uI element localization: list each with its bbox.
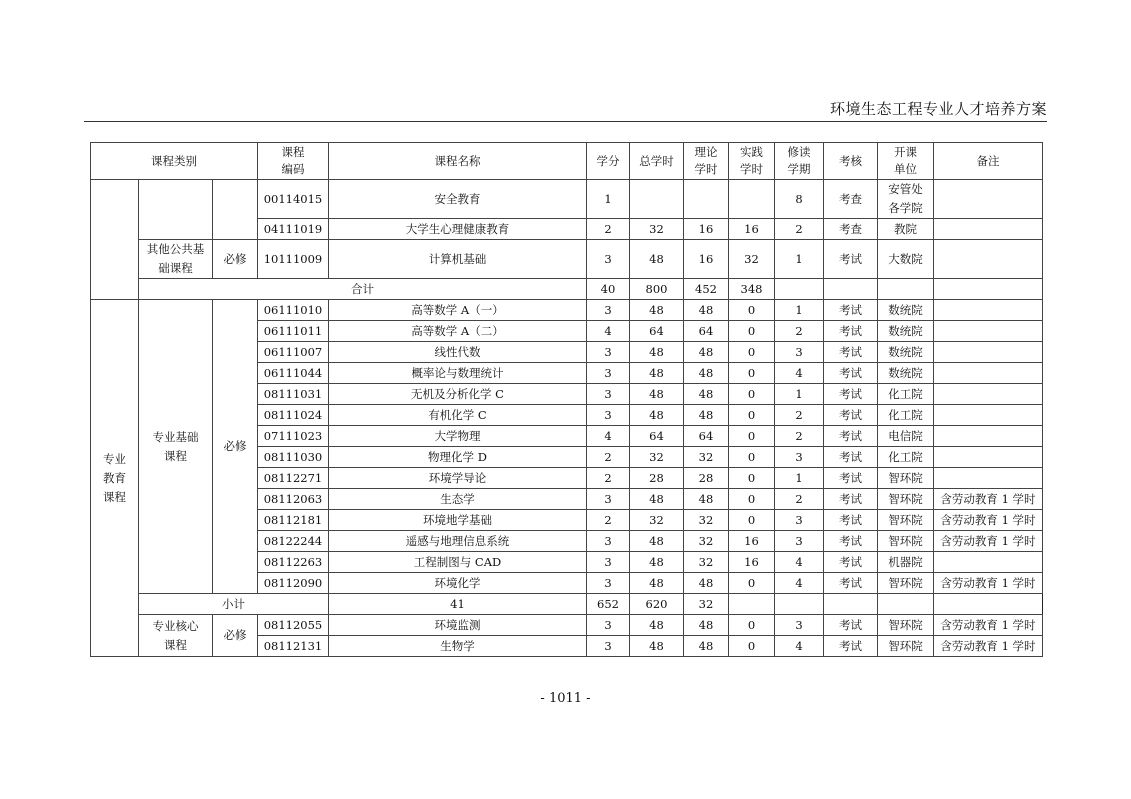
- total-hours-cell: 48: [630, 240, 684, 279]
- course-name-cell: 线性代数: [329, 342, 587, 363]
- dept-cell: 智环院: [878, 468, 934, 489]
- assessment-cell: 考试: [824, 615, 878, 636]
- note-cell: [934, 240, 1043, 279]
- note-cell: [934, 405, 1043, 426]
- course-code-cell: 06111011: [258, 321, 329, 342]
- theory-hours-cell: 48: [684, 636, 729, 657]
- subtotal-empty-cell: [775, 594, 824, 615]
- dept-cell: 教院: [878, 219, 934, 240]
- note-cell: 含劳动教育 1 学时: [934, 531, 1043, 552]
- theory-hours-cell: 48: [684, 342, 729, 363]
- semester-cell: 1: [775, 468, 824, 489]
- total-credits: 40: [587, 279, 630, 300]
- credits-cell: 3: [587, 300, 630, 321]
- dept-cell: 智环院: [878, 510, 934, 531]
- course-name-cell: 环境监测: [329, 615, 587, 636]
- header-dept: 开课单位: [878, 143, 934, 180]
- credits-cell: 3: [587, 489, 630, 510]
- total-empty-cell: [824, 279, 878, 300]
- group-prof-core: 专业核心课程: [139, 615, 213, 657]
- semester-cell: 1: [775, 384, 824, 405]
- credits-cell: 4: [587, 321, 630, 342]
- theory-hours-cell: 48: [684, 615, 729, 636]
- practice-hours-cell: 0: [729, 426, 775, 447]
- course-name-cell: 高等数学 A（二）: [329, 321, 587, 342]
- course-name-cell: 遥感与地理信息系统: [329, 531, 587, 552]
- practice-hours-cell: 32: [729, 240, 775, 279]
- theory-hours-cell: 16: [684, 219, 729, 240]
- assessment-cell: 考试: [824, 531, 878, 552]
- course-name-cell: 环境学导论: [329, 468, 587, 489]
- table-body: [91, 180, 1043, 657]
- credits-cell: 3: [587, 615, 630, 636]
- theory-hours-cell: 48: [684, 573, 729, 594]
- semester-cell: 3: [775, 447, 824, 468]
- semester-cell: 1: [775, 240, 824, 279]
- total-hours-cell: 48: [630, 363, 684, 384]
- practice-hours-cell: 0: [729, 300, 775, 321]
- credits-cell: 4: [587, 426, 630, 447]
- semester-cell: 3: [775, 531, 824, 552]
- semester-cell: 2: [775, 489, 824, 510]
- note-cell: [934, 219, 1043, 240]
- total-empty-cell: [775, 279, 824, 300]
- total-hours-cell: [630, 180, 684, 219]
- course-code-cell: 08112063: [258, 489, 329, 510]
- dept-cell: 数统院: [878, 342, 934, 363]
- credits-cell: 3: [587, 636, 630, 657]
- total-hours-cell: 64: [630, 426, 684, 447]
- note-cell: [934, 363, 1043, 384]
- course-code-cell: 04111019: [258, 219, 329, 240]
- course-code-cell: 08111031: [258, 384, 329, 405]
- total-hours-cell: 48: [630, 636, 684, 657]
- assessment-cell: 考试: [824, 489, 878, 510]
- credits-cell: 3: [587, 552, 630, 573]
- course-name-cell: 环境化学: [329, 573, 587, 594]
- total-hours-cell: 48: [630, 531, 684, 552]
- practice-hours-cell: 0: [729, 468, 775, 489]
- total-empty-cell: [934, 279, 1043, 300]
- group-other-public: 其他公共基础课程: [139, 240, 213, 279]
- credits-cell: 3: [587, 531, 630, 552]
- note-cell: 含劳动教育 1 学时: [934, 489, 1043, 510]
- course-code-cell: 08112131: [258, 636, 329, 657]
- assessment-cell: 考试: [824, 573, 878, 594]
- course-name-cell: 概率论与数理统计: [329, 363, 587, 384]
- group-prof-basic: 专业基础课程: [139, 300, 213, 594]
- dept-cell: 化工院: [878, 405, 934, 426]
- type-required: 必修: [213, 300, 258, 594]
- practice-hours-cell: 0: [729, 615, 775, 636]
- semester-cell: 4: [775, 573, 824, 594]
- course-code-cell: 08111024: [258, 405, 329, 426]
- total-hours-cell: 48: [630, 405, 684, 426]
- header-category: 课程类别: [91, 143, 258, 180]
- practice-hours-cell: 16: [729, 552, 775, 573]
- header-name: 课程名称: [329, 143, 587, 180]
- assessment-cell: 考试: [824, 363, 878, 384]
- note-cell: 含劳动教育 1 学时: [934, 636, 1043, 657]
- course-table: [90, 142, 1043, 657]
- course-name-cell: 生物学: [329, 636, 587, 657]
- practice-hours-cell: 0: [729, 573, 775, 594]
- credits-cell: 3: [587, 384, 630, 405]
- practice-hours-cell: 0: [729, 447, 775, 468]
- subtotal-row: [91, 594, 1043, 615]
- assessment-cell: 考试: [824, 405, 878, 426]
- theory-hours-cell: 28: [684, 468, 729, 489]
- subtotal-empty-cell: [878, 594, 934, 615]
- course-code-cell: 00114015: [258, 180, 329, 219]
- theory-hours-cell: 48: [684, 363, 729, 384]
- practice-hours-cell: 0: [729, 321, 775, 342]
- dept-cell: 数统院: [878, 300, 934, 321]
- practice-hours-cell: 16: [729, 531, 775, 552]
- total-empty-cell: [878, 279, 934, 300]
- dept-cell: 数统院: [878, 363, 934, 384]
- note-cell: [934, 300, 1043, 321]
- course-name-cell: 无机及分析化学 C: [329, 384, 587, 405]
- course-name-cell: 有机化学 C: [329, 405, 587, 426]
- document-header-title: 环境生态工程专业人才培养方案: [829, 100, 1047, 118]
- credits-cell: 3: [587, 240, 630, 279]
- total-hours-cell: 48: [630, 573, 684, 594]
- assessment-cell: 考试: [824, 240, 878, 279]
- assessment-cell: 考试: [824, 636, 878, 657]
- assessment-cell: 考试: [824, 384, 878, 405]
- practice-hours-cell: 16: [729, 219, 775, 240]
- dept-cell: 电信院: [878, 426, 934, 447]
- assessment-cell: 考试: [824, 426, 878, 447]
- total-hours-cell: 64: [630, 321, 684, 342]
- header-total-hours: 总学时: [630, 143, 684, 180]
- dept-cell: 数统院: [878, 321, 934, 342]
- assessment-cell: 考试: [824, 342, 878, 363]
- credits-cell: 3: [587, 573, 630, 594]
- course-code-cell: 08122244: [258, 531, 329, 552]
- note-cell: 含劳动教育 1 学时: [934, 510, 1043, 531]
- practice-hours-cell: [729, 180, 775, 219]
- group-empty-cell: [139, 180, 213, 240]
- assessment-cell: 考查: [824, 180, 878, 219]
- course-name-cell: 高等数学 A（一）: [329, 300, 587, 321]
- course-code-cell: 08112263: [258, 552, 329, 573]
- semester-cell: 3: [775, 615, 824, 636]
- dept-cell: 智环院: [878, 573, 934, 594]
- semester-cell: 1: [775, 300, 824, 321]
- header-semester: 修读学期: [775, 143, 824, 180]
- note-cell: [934, 180, 1043, 219]
- assessment-cell: 考试: [824, 468, 878, 489]
- theory-hours-cell: 48: [684, 384, 729, 405]
- total-hours-cell: 48: [630, 384, 684, 405]
- practice-hours-cell: 0: [729, 363, 775, 384]
- type-required: 必修: [213, 240, 258, 279]
- semester-cell: 4: [775, 552, 824, 573]
- semester-cell: 3: [775, 510, 824, 531]
- table-row: [91, 615, 1043, 636]
- dept-cell: 化工院: [878, 447, 934, 468]
- course-code-cell: 08112181: [258, 510, 329, 531]
- header-theory-hours: 理论学时: [684, 143, 729, 180]
- course-name-cell: 生态学: [329, 489, 587, 510]
- assessment-cell: 考试: [824, 447, 878, 468]
- table-header-row: [91, 143, 1043, 180]
- theory-hours-cell: 32: [684, 552, 729, 573]
- total-hours-cell: 48: [630, 342, 684, 363]
- course-code-cell: 06111044: [258, 363, 329, 384]
- dept-cell: 化工院: [878, 384, 934, 405]
- note-cell: [934, 321, 1043, 342]
- course-name-cell: 环境地学基础: [329, 510, 587, 531]
- course-code-cell: 10111009: [258, 240, 329, 279]
- total-hours-cell: 32: [630, 219, 684, 240]
- total-hours-cell: 32: [630, 447, 684, 468]
- assessment-cell: 考试: [824, 300, 878, 321]
- theory-hours-cell: 32: [684, 531, 729, 552]
- subtotal-empty-cell: [824, 594, 878, 615]
- credits-cell: 2: [587, 447, 630, 468]
- note-cell: [934, 342, 1043, 363]
- theory-hours-cell: 48: [684, 405, 729, 426]
- theory-hours-cell: 32: [684, 510, 729, 531]
- course-code-cell: 08112055: [258, 615, 329, 636]
- total-practice: 348: [729, 279, 775, 300]
- course-name-cell: 计算机基础: [329, 240, 587, 279]
- credits-cell: 2: [587, 219, 630, 240]
- practice-hours-cell: 0: [729, 384, 775, 405]
- course-name-cell: 工程制图与 CAD: [329, 552, 587, 573]
- course-name-cell: 大学物理: [329, 426, 587, 447]
- credits-cell: 3: [587, 405, 630, 426]
- note-cell: [934, 552, 1043, 573]
- semester-cell: 2: [775, 405, 824, 426]
- table-row: [91, 240, 1043, 279]
- total-label: 合计: [139, 279, 587, 300]
- course-name-cell: 物理化学 D: [329, 447, 587, 468]
- credits-cell: 3: [587, 342, 630, 363]
- type-empty-cell: [213, 180, 258, 240]
- note-cell: [934, 426, 1043, 447]
- total-hours-cell: 28: [630, 468, 684, 489]
- credits-cell: 3: [587, 363, 630, 384]
- total-hours-cell: 48: [630, 300, 684, 321]
- theory-hours-cell: 64: [684, 321, 729, 342]
- theory-hours-cell: 64: [684, 426, 729, 447]
- dept-cell: 机器院: [878, 552, 934, 573]
- course-code-cell: 06111010: [258, 300, 329, 321]
- practice-hours-cell: 0: [729, 510, 775, 531]
- category-empty-cell: [91, 180, 139, 300]
- subtotal-label: 小计: [139, 594, 329, 615]
- assessment-cell: 考试: [824, 552, 878, 573]
- dept-cell: 大数院: [878, 240, 934, 279]
- dept-cell: 智环院: [878, 531, 934, 552]
- credits-cell: 2: [587, 468, 630, 489]
- dept-cell: 智环院: [878, 636, 934, 657]
- header-note: 备注: [934, 143, 1043, 180]
- theory-hours-cell: 48: [684, 489, 729, 510]
- total-hours-cell: 48: [630, 552, 684, 573]
- practice-hours-cell: 0: [729, 342, 775, 363]
- header-credits: 学分: [587, 143, 630, 180]
- header-assessment: 考核: [824, 143, 878, 180]
- course-code-cell: 06111007: [258, 342, 329, 363]
- note-cell: [934, 384, 1043, 405]
- header-code: 课程编码: [258, 143, 329, 180]
- semester-cell: 8: [775, 180, 824, 219]
- total-theory: 452: [684, 279, 729, 300]
- course-code-cell: 08112090: [258, 573, 329, 594]
- note-cell: 含劳动教育 1 学时: [934, 573, 1043, 594]
- practice-hours-cell: 0: [729, 405, 775, 426]
- table-row: [91, 300, 1043, 321]
- assessment-cell: 考查: [824, 219, 878, 240]
- header-rule: [84, 121, 1047, 122]
- note-cell: [934, 468, 1043, 489]
- semester-cell: 2: [775, 219, 824, 240]
- subtotal-theory: 620: [630, 594, 684, 615]
- subtotal-credits: 41: [329, 594, 587, 615]
- subtotal-total: 652: [587, 594, 630, 615]
- theory-hours-cell: 16: [684, 240, 729, 279]
- theory-hours-cell: 32: [684, 447, 729, 468]
- semester-cell: 2: [775, 321, 824, 342]
- group-professional: 专业教育课程: [91, 300, 139, 657]
- table-row: [91, 180, 1043, 219]
- course-code-cell: 08111030: [258, 447, 329, 468]
- theory-hours-cell: 48: [684, 300, 729, 321]
- practice-hours-cell: 0: [729, 489, 775, 510]
- dept-cell: 智环院: [878, 489, 934, 510]
- semester-cell: 3: [775, 342, 824, 363]
- dept-cell: 智环院: [878, 615, 934, 636]
- subtotal-practice: 32: [684, 594, 729, 615]
- course-name-cell: 大学生心理健康教育: [329, 219, 587, 240]
- header-practice-hours: 实践学时: [729, 143, 775, 180]
- page-number: - 1011 -: [540, 691, 591, 706]
- note-cell: [934, 447, 1043, 468]
- dept-cell: 安管处各学院: [878, 180, 934, 219]
- semester-cell: 2: [775, 426, 824, 447]
- note-cell: 含劳动教育 1 学时: [934, 615, 1043, 636]
- total-row: [91, 279, 1043, 300]
- assessment-cell: 考试: [824, 510, 878, 531]
- theory-hours-cell: [684, 180, 729, 219]
- total-hours-cell: 48: [630, 615, 684, 636]
- semester-cell: 4: [775, 636, 824, 657]
- assessment-cell: 考试: [824, 321, 878, 342]
- total-total: 800: [630, 279, 684, 300]
- credits-cell: 2: [587, 510, 630, 531]
- course-code-cell: 08112271: [258, 468, 329, 489]
- semester-cell: 4: [775, 363, 824, 384]
- type-required: 必修: [213, 615, 258, 657]
- total-hours-cell: 32: [630, 510, 684, 531]
- subtotal-empty-cell: [729, 594, 775, 615]
- course-name-cell: 安全教育: [329, 180, 587, 219]
- credits-cell: 1: [587, 180, 630, 219]
- practice-hours-cell: 0: [729, 636, 775, 657]
- course-code-cell: 07111023: [258, 426, 329, 447]
- total-hours-cell: 48: [630, 489, 684, 510]
